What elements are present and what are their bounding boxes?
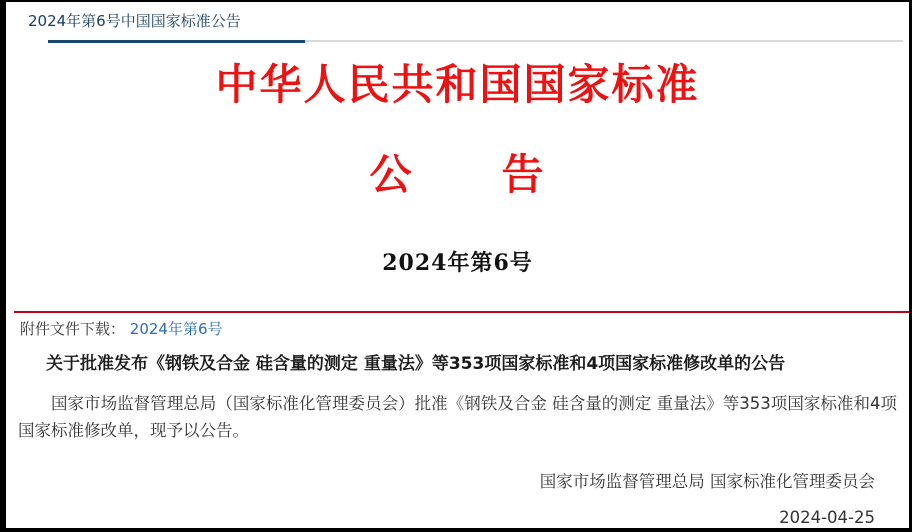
tab-standard-announcement[interactable]: 2024年第6号中国国家标准公告 — [28, 12, 241, 30]
page-header — [6, 2, 909, 42]
document-subtitle-gonggao: 公 告 — [369, 150, 546, 199]
issuing-authorities: 国家市场监督管理总局 国家标准化管理委员会 — [539, 472, 875, 491]
announcement-body: 国家市场监督管理总局（国家标准化管理委员会）批准《钢铁及合金 硅含量的测定 重量法》等353项国家标准和4项国家标准修改单，现予以公告。 — [18, 394, 897, 440]
document-content — [6, 60, 909, 527]
attachment-download-link[interactable]: 2024年第6号 — [129, 320, 223, 338]
issue-number: 2024年第6号 — [382, 250, 533, 276]
header-divider — [48, 39, 903, 42]
announcement-heading: 关于批准发布《钢铁及合金 硅含量的测定 重量法》等353项国家标准和4项国家标准修改单的公告 — [46, 354, 786, 374]
document-title: 中华人民共和国国家标准 — [215, 60, 700, 109]
attachment-label: 附件文件下载： — [20, 320, 126, 338]
active-tab-indicator — [48, 40, 305, 43]
issue-date: 2024-04-25 — [779, 508, 875, 527]
attachment-row — [18, 313, 897, 339]
